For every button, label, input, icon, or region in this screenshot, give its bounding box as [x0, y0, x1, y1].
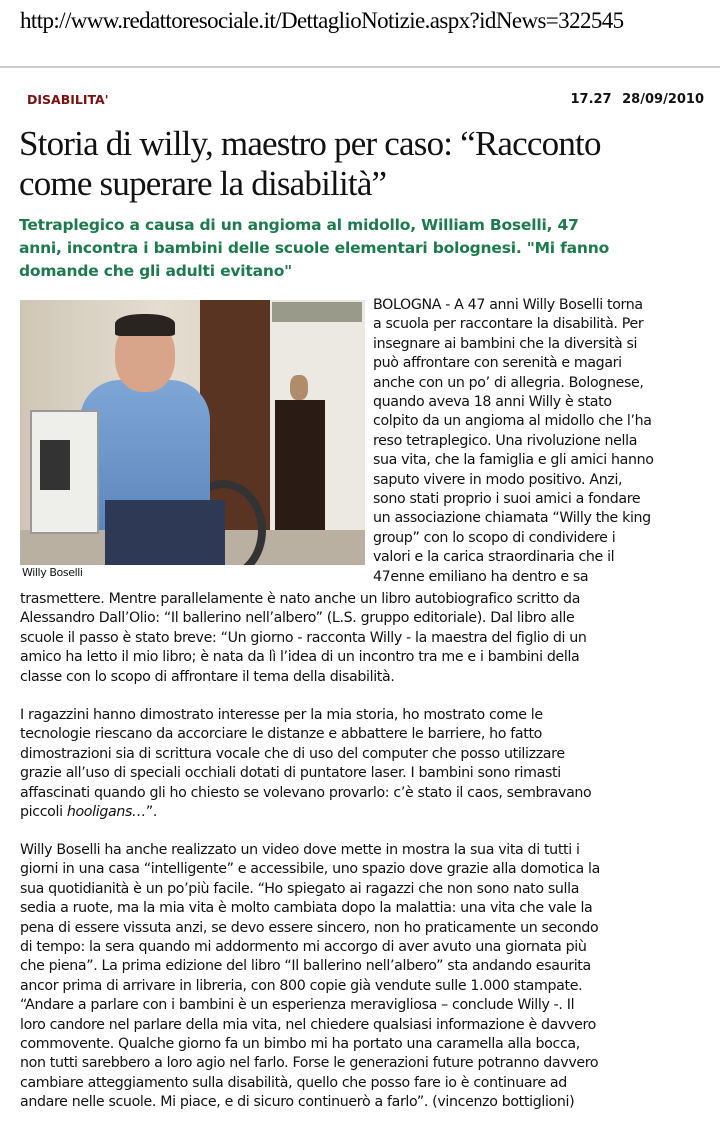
text-line: group” con lo scopo di condividere i	[373, 529, 616, 546]
text-line: Alessandro Dall’Olio: “Il ballerino nell’albero” (L.S. gruppo editoriale). Dal libro alle	[20, 610, 575, 627]
text-line: classe con lo scopo di affrontare il tema della disabilità.	[20, 668, 395, 685]
text-line: un associazione chiamata “Willy the king	[373, 510, 651, 527]
text-line	[20, 803, 157, 822]
text-line: Willy Boselli ha anche realizzato un video dove mette in mostra la sua vita di tutti i	[20, 842, 580, 858]
text-line: amico ha letto il mio libro; è nata da lì l’idea di un incontro tra me e i bambini della	[20, 649, 580, 666]
text-line: pena di essere vissuta anzi, se devo essere sincero, non ho praticamente un secondo	[20, 919, 599, 936]
photo-caption: Willy Boselli	[22, 566, 83, 579]
text-line: sedia a ruote, ma la mia vita è molto cambiata dopo la malattia: una vita che vale la	[20, 900, 593, 917]
text-line: saputo vivere in modo positivo. Anzi,	[373, 471, 623, 488]
text-line: anche con un po’ di allegria. Bolognese,	[373, 374, 644, 391]
subtitle-line: anni, incontra i bambini delle scuole elementari bolognesi. "Mi fanno	[19, 239, 610, 257]
text-line: sua vita, che la famiglia e gli amici hanno	[373, 452, 654, 469]
text-line: loro candore nel parlare della mia vita, nel chiedere qualsiasi informazione è davvero	[20, 1016, 596, 1033]
text-line: non tutti sarebbero a loro agio nel farlo. Forse le generazioni future potranno davvero	[20, 1055, 599, 1072]
text-line: cambiare atteggiamento sulla disabilità, quello che posso fare io è continuare ad	[20, 1074, 567, 1091]
text-line: sono stati proprio i suoi amici a fondare	[373, 491, 641, 507]
text-line: quando aveva 18 anni Willy è stato	[373, 394, 612, 410]
text-line: andare nelle scuole. Mi piace, e di sicuro continuerò a farlo”. (vincenzo bottiglioni)	[20, 1094, 575, 1111]
article-subtitle	[19, 214, 709, 283]
text-line: giorni in una casa “intelligente” e accessibile, uno spazio dove grazie alla domotica la	[20, 861, 600, 878]
text-line: insegnare ai bambini che la diversità si	[373, 335, 638, 352]
date: 28/09/2010	[622, 92, 704, 107]
article-title	[19, 124, 709, 204]
page-url: http://www.redattoresociale.it/DettaglioNotizie.aspx?idNews=322545	[20, 8, 624, 33]
text-line: valori e la carica straordinaria che il	[373, 549, 615, 566]
text-line: scuole il passo è stato breve: “Un giorno - racconta Willy - la maestra del figlio di un	[20, 629, 587, 646]
title-line: come superare la disabilità”	[19, 164, 387, 203]
text-line: ancor prima di arrivare in libreria, con 800 copie già vendute sulle 1.000 stampate.	[20, 977, 583, 994]
article-photo	[20, 300, 365, 565]
text-line: tecnologie riescano da accorciare le distanze e abbattere le barriere, ho fatto	[20, 726, 543, 743]
text-line: di tempo: la sera quando mi addormento mi accorgo di aver avuto una giornata più	[20, 939, 587, 955]
text-line: che piena”. La prima edizione del libro “Il ballerino nell’albero” sta andando esaurita	[20, 958, 591, 975]
text-line: I ragazzini hanno dimostrato interesse per la mia storia, ho mostrato come le	[20, 707, 543, 723]
title-line: Storia di willy, maestro per caso: “Racconto	[19, 124, 601, 163]
italic-text: hooligans…	[66, 804, 146, 820]
text-line: grazie all’uso di speciali occhiali dotati di puntatore laser. I bambini sono rimasti	[20, 765, 561, 782]
text-line: reso tetraplegico. Una rivoluzione nella	[373, 432, 638, 449]
text-line: a scuola per raccontare la disabilità. Per	[373, 316, 644, 333]
text: piccoli	[20, 804, 67, 820]
text-line: colpito da un angioma al midollo che l’ha	[373, 413, 652, 430]
text-line: BOLOGNA - A 47 anni Willy Boselli torna	[373, 297, 643, 313]
text-line: 47enne emiliano ha dentro e sa	[373, 568, 589, 585]
subtitle-line: domande che gli adulti evitano"	[19, 262, 293, 280]
text-line: commovente. Qualche giorno fa un bimbo mi ha portato una caramella alla bocca,	[20, 1036, 580, 1052]
subtitle-line: Tetraplegico a causa di un angioma al midollo, William Boselli, 47	[19, 216, 579, 234]
text-line: sua quotidianità è un po’più facile. “Ho spiegato ai ragazzi che non sono nato sulla	[20, 880, 580, 897]
text: ”.	[145, 804, 158, 820]
text-line: trasmettere. Mentre parallelamente è nato anche un libro autobiografico scritto da	[20, 591, 581, 607]
text-line: dimostrazioni sia di scrittura vocale che di uso del computer che posso utilizzare	[20, 745, 565, 762]
text-line: può affrontare con serenità e magari	[373, 355, 622, 372]
divider	[0, 66, 720, 68]
timestamp	[570, 92, 704, 107]
category-label[interactable]: DISABILITA'	[27, 92, 109, 107]
text-line: affascinati quando gli ho chiesto se volevano provarlo: c’è stato il caos, sembravano	[20, 784, 592, 801]
time: 17.27	[570, 92, 612, 107]
text-line: “Andare a parlare con i bambini è un esperienza meravigliosa – conclude Willy -. Il	[20, 997, 575, 1014]
